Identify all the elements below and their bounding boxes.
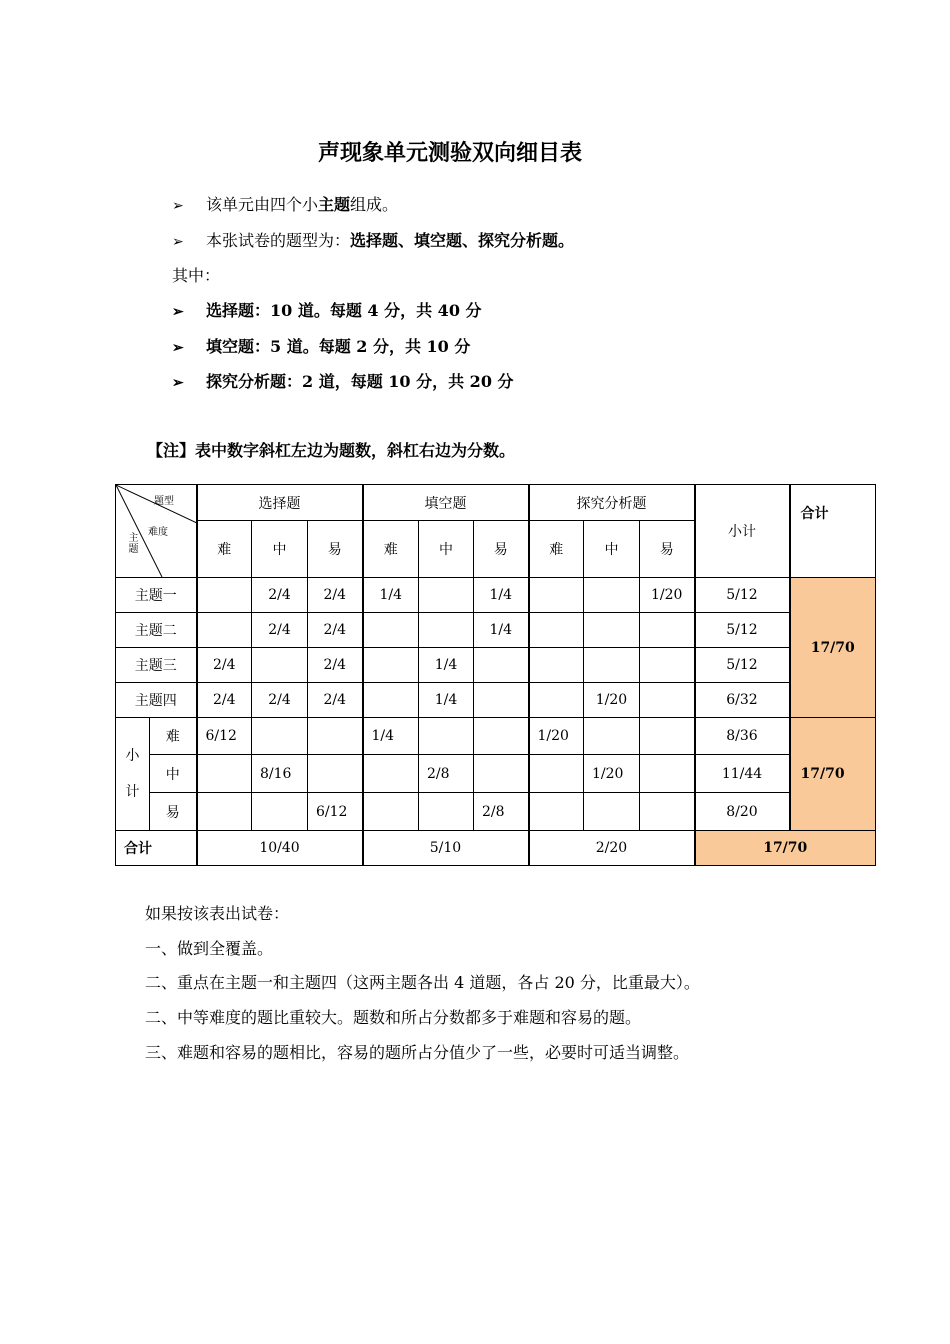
subtotal-cell: 5/12 — [695, 613, 790, 648]
table-cell — [363, 755, 419, 793]
conclusion-line: 二、重点在主题一和主题四（这两主题各出 4 道题，各占 20 分，比重最大）。 — [145, 973, 700, 992]
corner-topic-label: 主题 — [128, 533, 139, 555]
table-cell: 1/4 — [363, 578, 419, 613]
table-cell: 2/4 — [197, 683, 252, 718]
table-row — [116, 683, 876, 718]
table-cell: 1/20 — [640, 578, 695, 613]
table-cell — [640, 613, 695, 648]
level-total-cell: 17/70 — [790, 718, 876, 831]
table-cell — [529, 648, 584, 683]
table-cell — [419, 613, 474, 648]
xiaoji-label: 小 计 — [116, 718, 150, 831]
table-cell: 2/4 — [252, 613, 308, 648]
table-cell — [529, 755, 584, 793]
table-cell — [308, 718, 363, 755]
type-header: 填空题 — [363, 485, 529, 521]
intro-line-6: ➢ 探究分析题：2 道，每题 10 分，共 20 分 — [172, 372, 514, 391]
topic-label: 主题二 — [116, 613, 197, 648]
subtotal-cell: 8/20 — [695, 793, 790, 831]
table-cell — [584, 578, 640, 613]
table-row — [116, 578, 876, 613]
table-cell — [252, 648, 308, 683]
table-cell — [474, 755, 529, 793]
table-cell — [474, 683, 529, 718]
table-cell: 1/20 — [584, 683, 640, 718]
table-cell: 2/4 — [252, 578, 308, 613]
level-header: 易 — [308, 521, 363, 578]
table-cell — [529, 578, 584, 613]
type-header: 选择题 — [197, 485, 363, 521]
intro-line-5: ➢ 填空题：5 道。每题 2 分，共 10 分 — [172, 337, 471, 356]
conclusion-line: 二、中等难度的题比重较大。题数和所占分数都多于难题和容易的题。 — [145, 1008, 642, 1027]
level-header: 难 — [363, 521, 419, 578]
table-cell: 1/20 — [529, 718, 584, 755]
table-cell: 2/4 — [308, 683, 363, 718]
topic-label: 主题一 — [116, 578, 197, 613]
table-cell — [584, 793, 640, 831]
subtotal-cell: 11/44 — [695, 755, 790, 793]
table-note: 【注】表中数字斜杠左边为题数，斜杠右边为分数。 — [147, 441, 516, 460]
table-cell: 2/4 — [308, 578, 363, 613]
level-header: 易 — [474, 521, 529, 578]
table-cell: 1/4 — [419, 683, 474, 718]
table-cell — [640, 683, 695, 718]
table-cell — [197, 578, 252, 613]
table-cell — [363, 793, 419, 831]
intro-line-3: 其中： — [172, 266, 221, 285]
level-header: 难 — [529, 521, 584, 578]
table-row — [116, 755, 876, 793]
table-row — [116, 793, 876, 831]
conclusion-line: 三、难题和容易的题相比，容易的题所占分值少了一些，必要时可适当调整。 — [145, 1043, 690, 1062]
table-cell: 1/4 — [363, 718, 419, 755]
table-cell — [308, 755, 363, 793]
table-cell: 1/20 — [584, 755, 640, 793]
table-cell: 2/4 — [197, 648, 252, 683]
sum-cell: 2/20 — [529, 831, 695, 866]
table-cell — [640, 793, 695, 831]
level-header: 中 — [419, 521, 474, 578]
table-cell — [640, 755, 695, 793]
corner-header — [116, 485, 197, 578]
table-cell — [584, 718, 640, 755]
table-cell: 2/4 — [308, 648, 363, 683]
conclusion-line: 如果按该表出试卷： — [145, 904, 290, 923]
topic-label: 主题四 — [116, 683, 197, 718]
table-row — [116, 718, 876, 755]
table-cell — [640, 718, 695, 755]
intro-line-1: ➢ 该单元由四个小主题组成。 — [172, 195, 399, 214]
table-cell: 2/4 — [252, 683, 308, 718]
table-cell: 2/4 — [308, 613, 363, 648]
table-cell — [640, 648, 695, 683]
subtotal-cell: 6/32 — [695, 683, 790, 718]
subtotal-cell: 5/12 — [695, 648, 790, 683]
table-cell — [419, 578, 474, 613]
table-cell: 6/12 — [308, 793, 363, 831]
level-header: 中 — [252, 521, 308, 578]
sum-cell: 5/10 — [363, 831, 529, 866]
table-cell: 1/4 — [474, 578, 529, 613]
intro-line-2: ➢ 本张试卷的题型为：选择题、填空题、探究分析题。 — [172, 231, 575, 250]
table-cell — [197, 613, 252, 648]
corner-difficulty-label: 难度 — [148, 527, 168, 538]
table-cell: 1/4 — [474, 613, 529, 648]
topic-total-cell: 17/70 — [790, 578, 876, 718]
table-row — [116, 831, 876, 866]
arrow-bullet-icon: ➢ — [172, 198, 184, 214]
type-header: 探究分析题 — [529, 485, 695, 521]
table-row — [116, 613, 876, 648]
table-cell — [363, 613, 419, 648]
table-cell — [197, 755, 252, 793]
arrow-bullet-icon: ➢ — [172, 340, 184, 356]
table-cell — [529, 613, 584, 648]
table-row — [116, 648, 876, 683]
topic-label: 主题三 — [116, 648, 197, 683]
table-cell — [584, 648, 640, 683]
table-cell: 2/8 — [419, 755, 474, 793]
table-cell — [197, 793, 252, 831]
subtotal-cell: 5/12 — [695, 578, 790, 613]
arrow-bullet-icon: ➢ — [172, 234, 184, 250]
table-cell — [474, 718, 529, 755]
level-label: 中 — [150, 755, 197, 793]
subtotal-cell: 8/36 — [695, 718, 790, 755]
table-cell — [419, 718, 474, 755]
table-cell: 8/16 — [252, 755, 308, 793]
arrow-bullet-icon: ➢ — [172, 304, 184, 320]
two-way-spec-table — [115, 484, 876, 866]
table-cell — [584, 613, 640, 648]
grand-total-cell: 17/70 — [695, 831, 876, 866]
table-cell — [529, 683, 584, 718]
total-header: 合计 — [790, 485, 876, 578]
level-header: 难 — [197, 521, 252, 578]
sum-cell: 10/40 — [197, 831, 363, 866]
table-cell — [363, 648, 419, 683]
table-cell: 1/4 — [419, 648, 474, 683]
subtotal-header: 小计 — [695, 485, 790, 578]
conclusion-line: 一、做到全覆盖。 — [145, 939, 274, 958]
sum-label: 合计 — [116, 831, 197, 866]
table-cell — [529, 793, 584, 831]
intro-line-4: ➢ 选择题：10 道。每题 4 分，共 40 分 — [172, 301, 482, 320]
level-label: 难 — [150, 718, 197, 755]
level-header: 中 — [584, 521, 640, 578]
table-cell — [474, 648, 529, 683]
corner-type-label: 题型 — [154, 496, 174, 507]
level-header: 易 — [640, 521, 695, 578]
table-cell — [419, 793, 474, 831]
table-cell: 2/8 — [474, 793, 529, 831]
arrow-bullet-icon: ➢ — [172, 375, 184, 391]
table-cell — [363, 683, 419, 718]
page-title: 声现象单元测验双向细目表 — [317, 141, 582, 166]
table-cell — [252, 793, 308, 831]
table-cell — [252, 718, 308, 755]
level-label: 易 — [150, 793, 197, 831]
table-cell: 6/12 — [197, 718, 252, 755]
